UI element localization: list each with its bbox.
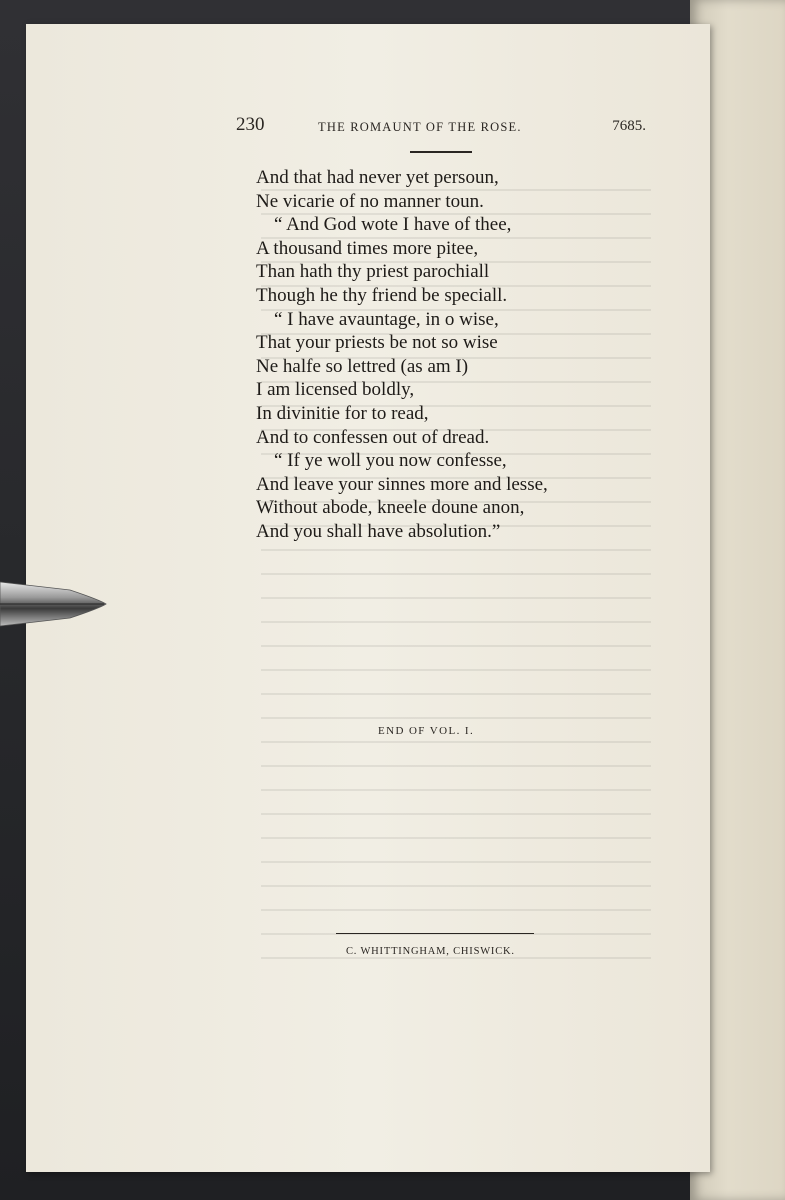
verse-line: In divinitie for to read, (256, 402, 429, 424)
verse-line: “ If ye woll you now confesse, (274, 450, 507, 472)
printer-imprint: C. WHITTINGHAM, CHISWICK. (346, 946, 515, 957)
verse-line: And leave your sinnes more and lesse, (256, 473, 548, 495)
verse-line: And to confessen out of dread. (256, 426, 490, 448)
verse-line: “ And God wote I have of thee, (274, 214, 512, 236)
verse-block (256, 166, 656, 544)
verse-line: I am licensed boldly, (256, 379, 415, 401)
verse-line: “ I have avauntage, in o wise, (274, 308, 499, 330)
verse-line: And that had never yet persoun, (256, 167, 499, 188)
verse-line: Though he thy friend be speciall. (256, 284, 508, 306)
page-number: 230 (236, 114, 265, 135)
imprint-rule (336, 933, 534, 934)
verse-line: A thousand times more pitee, (256, 237, 479, 259)
verse-line: Without abode, kneele doune anon, (256, 497, 525, 519)
running-title: THE ROMAUNT OF THE ROSE. (318, 120, 522, 134)
running-head (236, 114, 646, 138)
verse-line: And you shall have absolution.” (256, 520, 501, 542)
end-of-volume-note: END OF VOL. I. (378, 725, 475, 737)
verse-line: Ne halfe so lettred (as am I) (256, 355, 469, 377)
pen-nib-icon (0, 574, 110, 634)
verse-line: Ne vicarie of no manner toun. (256, 190, 484, 212)
verse-line: Than hath thy priest parochiall (256, 261, 490, 283)
head-rule (410, 151, 472, 153)
line-number: 7685. (612, 118, 646, 134)
verse-line: That your priests be not so wise (256, 332, 498, 354)
